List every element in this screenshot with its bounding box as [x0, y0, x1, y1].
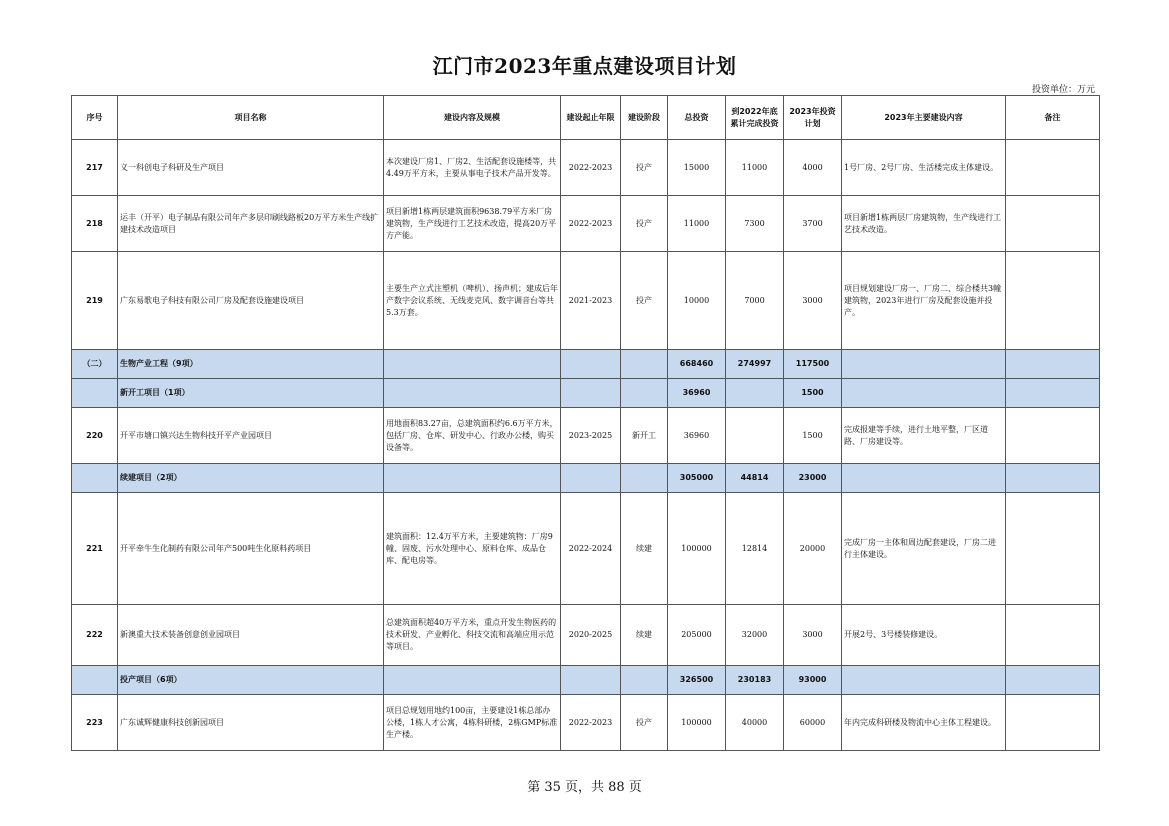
cell-name: 广东诚辉健康科技创新园项目 — [118, 695, 384, 751]
cell-done2022: 274997 — [726, 350, 784, 379]
header-note: 备注 — [1006, 96, 1100, 140]
header-row — [72, 96, 1100, 140]
cell-main2023 — [842, 464, 1006, 493]
cell-name: 续建项目（2项） — [118, 464, 384, 493]
cell-seq — [72, 464, 118, 493]
cell-main2023: 完成报建等手续，进行土地平整，厂区道路、厂房建设等。 — [842, 408, 1006, 464]
cell-plan2023: 3000 — [784, 252, 842, 350]
page-number: 第 35 页，共 88 页 — [527, 780, 642, 795]
table-row — [72, 605, 1100, 666]
table-row — [72, 140, 1100, 196]
cell-plan2023: 23000 — [784, 464, 842, 493]
cell-stage: 续建 — [621, 605, 668, 666]
cell-plan2023: 3700 — [784, 196, 842, 252]
cell-period — [561, 666, 621, 695]
investment-unit-label: 投资单位：万元 — [1031, 85, 1095, 95]
cell-content: 总建筑面积超40万平方米，重点开发生物医药的技术研发、产业孵化、科技交流和高端应用示范等项目。 — [384, 605, 561, 666]
cell-stage: 续建 — [621, 493, 668, 605]
cell-content: 主要生产立式注塑机（啤机）、扬声机；建成后年产数字会议系统、无线麦克风、数字调音台等共5.3万套。 — [384, 252, 561, 350]
project-table — [71, 95, 1100, 751]
cell-content: 项目新增1栋两层建筑面积9638.79平方米厂房建筑物，生产线进行工艺技术改造，提高20万平方产能。 — [384, 196, 561, 252]
cell-period: 2020-2025 — [561, 605, 621, 666]
cell-main2023: 项目规划建设厂房一、厂房二、综合楼共3幢建筑物，2023年进行厂房及配套设施并投产。 — [842, 252, 1006, 350]
cell-content: 本次建设厂房1、厂房2、生活配套设施楼等，共4.49万平方米，主要从事电子技术产品开发等。 — [384, 140, 561, 196]
cell-done2022: 12814 — [726, 493, 784, 605]
cell-period — [561, 464, 621, 493]
header-content: 建设内容及规模 — [384, 96, 561, 140]
header-total: 总投资 — [668, 96, 726, 140]
cell-name: 义一科创电子科研及生产项目 — [118, 140, 384, 196]
cell-stage — [621, 350, 668, 379]
cell-done2022: 32000 — [726, 605, 784, 666]
cell-stage — [621, 464, 668, 493]
cell-main2023: 年内完成科研楼及物流中心主体工程建设。 — [842, 695, 1006, 751]
cell-stage: 投产 — [621, 252, 668, 350]
page-title: 江门市2023年重点建设项目计划 — [432, 54, 737, 78]
cell-content: 项目总规划用地约100亩，主要建设1栋总部办公楼，1栋人才公寓，4栋科研楼，2栋GMP标准生产楼。 — [384, 695, 561, 751]
header-main2023: 2023年主要建设内容 — [842, 96, 1006, 140]
cell-period: 2022-2024 — [561, 493, 621, 605]
cell-plan2023: 4000 — [784, 140, 842, 196]
cell-period: 2022-2023 — [561, 196, 621, 252]
cell-note — [1006, 350, 1100, 379]
cell-plan2023: 93000 — [784, 666, 842, 695]
table-row — [72, 252, 1100, 350]
table-row — [72, 196, 1100, 252]
section-row — [72, 464, 1100, 493]
cell-done2022: 44814 — [726, 464, 784, 493]
cell-plan2023: 20000 — [784, 493, 842, 605]
cell-name: 开平牵牛生化制药有限公司年产500吨生化原料药项目 — [118, 493, 384, 605]
cell-total: 326500 — [668, 666, 726, 695]
cell-name: 新澳重大技术装备创意创业园项目 — [118, 605, 384, 666]
header-period: 建设起止年限 — [561, 96, 621, 140]
cell-plan2023: 3000 — [784, 605, 842, 666]
cell-name: 新开工项目（1项） — [118, 379, 384, 408]
section-row — [72, 379, 1100, 408]
cell-seq: 220 — [72, 408, 118, 464]
cell-total: 668460 — [668, 350, 726, 379]
cell-seq: 218 — [72, 196, 118, 252]
cell-period: 2021-2023 — [561, 252, 621, 350]
cell-seq: （二） — [72, 350, 118, 379]
cell-done2022: 230183 — [726, 666, 784, 695]
cell-seq: 223 — [72, 695, 118, 751]
cell-done2022 — [726, 408, 784, 464]
cell-period: 2022-2023 — [561, 140, 621, 196]
cell-seq — [72, 379, 118, 408]
cell-seq: 219 — [72, 252, 118, 350]
cell-total: 100000 — [668, 695, 726, 751]
table-row — [72, 408, 1100, 464]
cell-note — [1006, 666, 1100, 695]
cell-done2022 — [726, 379, 784, 408]
cell-stage — [621, 666, 668, 695]
cell-total: 36960 — [668, 379, 726, 408]
table-row — [72, 493, 1100, 605]
cell-period — [561, 350, 621, 379]
cell-done2022: 40000 — [726, 695, 784, 751]
header-stage: 建设阶段 — [621, 96, 668, 140]
cell-note — [1006, 493, 1100, 605]
cell-total: 15000 — [668, 140, 726, 196]
cell-stage: 投产 — [621, 196, 668, 252]
cell-content — [384, 379, 561, 408]
cell-done2022: 7300 — [726, 196, 784, 252]
cell-stage: 新开工 — [621, 408, 668, 464]
cell-stage: 投产 — [621, 140, 668, 196]
cell-name: 广东易歌电子科技有限公司厂房及配套设施建设项目 — [118, 252, 384, 350]
cell-note — [1006, 408, 1100, 464]
cell-note — [1006, 252, 1100, 350]
cell-name: 生物产业工程（9项） — [118, 350, 384, 379]
header-plan2023: 2023年投资计划 — [784, 96, 842, 140]
cell-note — [1006, 464, 1100, 493]
cell-plan2023: 1500 — [784, 408, 842, 464]
cell-name: 投产项目（6项） — [118, 666, 384, 695]
header-name: 项目名称 — [118, 96, 384, 140]
cell-total: 205000 — [668, 605, 726, 666]
section-row — [72, 350, 1100, 379]
cell-main2023 — [842, 350, 1006, 379]
cell-stage: 投产 — [621, 695, 668, 751]
cell-seq: 222 — [72, 605, 118, 666]
cell-note — [1006, 140, 1100, 196]
cell-main2023: 开展2号、3号楼装修建设。 — [842, 605, 1006, 666]
cell-total: 100000 — [668, 493, 726, 605]
cell-plan2023: 117500 — [784, 350, 842, 379]
cell-note — [1006, 196, 1100, 252]
cell-seq — [72, 666, 118, 695]
cell-seq: 217 — [72, 140, 118, 196]
cell-plan2023: 60000 — [784, 695, 842, 751]
cell-content: 用地面积83.27亩，总建筑面积约6.6万平方米，包括厂房、仓库、研发中心、行政办公楼，购买设备等。 — [384, 408, 561, 464]
cell-note — [1006, 695, 1100, 751]
cell-plan2023: 1500 — [784, 379, 842, 408]
cell-seq: 221 — [72, 493, 118, 605]
cell-period — [561, 379, 621, 408]
cell-content — [384, 350, 561, 379]
cell-main2023 — [842, 379, 1006, 408]
cell-period: 2022-2023 — [561, 695, 621, 751]
cell-name: 运丰（开平）电子制品有限公司年产多层印刷线路板20万平方米生产线扩建技术改造项目 — [118, 196, 384, 252]
cell-total: 11000 — [668, 196, 726, 252]
section-row — [72, 666, 1100, 695]
cell-main2023: 完成厂房一主体和周边配套建设，厂房二进行主体建设。 — [842, 493, 1006, 605]
cell-done2022: 7000 — [726, 252, 784, 350]
header-done2022: 到2022年底累计完成投资 — [726, 96, 784, 140]
cell-total: 305000 — [668, 464, 726, 493]
header-seq: 序号 — [72, 96, 118, 140]
cell-main2023: 1号厂房、2号厂房、生活楼完成主体建设。 — [842, 140, 1006, 196]
cell-content: 建筑面积：12.4万平方米，主要建筑物：厂房9幢、固废、污水处理中心、原料仓库、成品仓库、配电房等。 — [384, 493, 561, 605]
cell-done2022: 11000 — [726, 140, 784, 196]
cell-content — [384, 464, 561, 493]
cell-period: 2023-2025 — [561, 408, 621, 464]
cell-total: 36960 — [668, 408, 726, 464]
cell-stage — [621, 379, 668, 408]
cell-total: 10000 — [668, 252, 726, 350]
cell-note — [1006, 379, 1100, 408]
cell-content — [384, 666, 561, 695]
table-row — [72, 695, 1100, 751]
cell-main2023 — [842, 666, 1006, 695]
cell-main2023: 项目新增1栋两层厂房建筑物，生产线进行工艺技术改造。 — [842, 196, 1006, 252]
cell-name: 开平市塘口镇兴达生物科技开平产业园项目 — [118, 408, 384, 464]
cell-note — [1006, 605, 1100, 666]
